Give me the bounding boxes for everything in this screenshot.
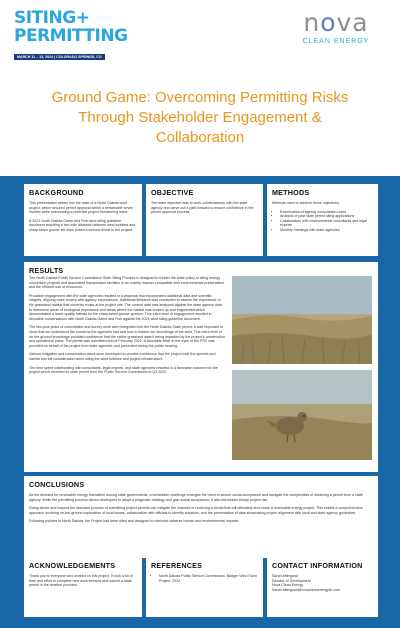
methods-section [267, 184, 378, 256]
methods-item: • Monthly meetings with state agencies [280, 228, 373, 233]
references-heading: REFERENCES [151, 561, 203, 570]
poster-title-line3: Collaboration [155, 129, 245, 146]
references-section [146, 557, 263, 617]
nova-logo [294, 10, 378, 45]
poster-title [20, 88, 380, 148]
nova-logo-n: n [303, 8, 321, 37]
results-heading: RESULTS [29, 266, 64, 275]
conclusions-heading: CONCLUSIONS [29, 480, 85, 489]
event-logo-plus: + [75, 8, 90, 28]
methods-list [272, 210, 373, 233]
results-paragraph-4: Various mitigation and conservation plans were developed to provide confidence that the project took the species and habitat into full consideration when siting the wind turbines and project infrastructure. [29, 352, 216, 361]
acknowledgements-section [24, 557, 142, 617]
conclusions-paragraph-3: Following policies in North Dakota, the Project had been sited and designed to minimize adverse human and environmental impacts. [29, 519, 240, 524]
references-list [151, 574, 258, 583]
grassland-illustration [232, 276, 372, 364]
contact-section [267, 557, 378, 617]
background-section [24, 184, 142, 256]
contact-email[interactable]: Sarah.aftergood@novacleanenergyllc.com [272, 587, 340, 592]
nova-logo-subtitle: CLEAN ENERGY [302, 38, 370, 45]
grouse-photo [232, 370, 372, 460]
event-logo [14, 8, 128, 63]
poster-title-line1: Ground Game: Overcoming Permitting Risks [51, 89, 349, 106]
results-text [29, 276, 225, 379]
grassland-photo [232, 276, 372, 364]
event-dates: MARCH 11 – 13, 2024 | COLORADO SPRINGS, CO [14, 54, 105, 60]
contact-role: Director of Development [272, 578, 311, 583]
results-paragraph-1: The North Dakota Public Service Commission State Siting Process is designed to further the state policy of siting energy conversion projects and associated transmission facilities in an orderly manner compatible with environmental preservation and the efficient use of resources. [29, 276, 225, 290]
methods-item: • Analysis of past state permit siting applications [280, 214, 373, 219]
methods-item: • Examination of agency consultation notes [280, 210, 373, 215]
background-heading: BACKGROUND [29, 188, 84, 197]
grouse-illustration [232, 370, 372, 460]
methods-item: • Collaboration with environmental consultants and legal experts [280, 219, 373, 228]
background-paragraph-1: This presentation delves into the case of a North Dakota wind project, which secured permit approval within a remarkable seven months while overcoming a potential project-threatening issue. [29, 201, 134, 215]
acknowledgements-paragraph: Thank you to everyone who worked on this project. It took a lot of time and effort to complete new work streams and submit a state permit in the timeline provided. [29, 574, 133, 588]
background-paragraph-2: A 2021 North Dakota Game and Fish wind siting guideline document requiring a two-mile distance between wind turbines and sharp-tailed grouse lek sites posed a serious threat to the project. [29, 218, 136, 232]
results-paragraph-3: The two-plus years of consultation and survey work were integrated into the North Dakota State permit. It was important to show that we understood the concerns the agencies had and how to bolster our knowledge of the area. This extra level of on-the-ground knowledge provided confidence that the native grassland wasn't being impacted by the project's construction and operational plans. The permit was submitted end of February 2022. A favorable letter in the eyes of the PSC was provided on behalf of the project from state agencies and presented during the public hearing. [29, 325, 225, 348]
contact-organization: Nova Clean Energy [272, 583, 304, 588]
objective-section [146, 184, 263, 256]
nova-logo-va: va [336, 8, 369, 37]
contact-heading: CONTACT INFORMATION [272, 561, 363, 570]
nova-logo-o: o [320, 8, 337, 37]
conclusions-paragraph-1: As the demand for renewable energy intensifies among state governments, a formidable challenge emerges the need to secure social acceptance and navigate the complexities of obtaining a permit from a state agency. While the permitting process allows developers to adopt a pragmatic strategy and gain social acceptance, it also introduces binary project risk. [29, 493, 363, 502]
event-logo-line1: SITING [14, 8, 76, 28]
header [0, 0, 400, 72]
poster-title-line2: Through Stakeholder Engagement & [78, 109, 322, 126]
methods-intro: Methods used to achieve these objectives: [272, 201, 340, 205]
reference-item: • North Dakota Public Service Commission. Badger Wind Farm Project. 2022. [159, 574, 258, 583]
methods-heading: METHODS [272, 188, 310, 197]
results-paragraph-2: Proactive engagement with the state agencies resulted in a proposal that incorporated additional data and scientific insights, aligning more closely with agency expectations. Additional fieldwork was conducted to assess the importance of the grassland habitat that currently exists at the project site. The current data was analyzed against the state agency data to determine areas of ecological importance and areas where the habitat was broken up and fragmented which demonstrated a lower quality habitat for the sharp-tailed grouse species. This extra level of engagement resulted in favorable conversations with North Dakota Game and Fish against the 2021 wind siting guideline document. [29, 293, 222, 321]
objective-heading: OBJECTIVE [151, 188, 194, 197]
objective-paragraph: The team objective was to work collaboratively with the state agency and carve out a path forward to ensure confidence in the permit approval process. [151, 201, 254, 215]
conclusions-section [24, 476, 378, 558]
results-paragraph-5: The time spent collaborating with consultants, legal experts, and state agencies resulted in a favorable outcome for the project which received its state permit from the Public Service Commission in Q4 2022. [29, 365, 218, 375]
event-logo-line2: PERMITTING [14, 26, 128, 46]
contact-name: Sarah Aftergood [272, 574, 298, 578]
results-section [24, 262, 378, 472]
acknowledgements-heading: ACKNOWLEDGEMENTS [29, 561, 116, 570]
conclusions-paragraph-2: Going above and beyond the standard process of submitting project permits can mitigate the chances of receiving a denial that will ultimately shut down a renewable energy project. This entails a comprehensive approach involving on-the-ground exploration of local issues, collaboration with officials to identify solutions, and the presentation of data showcasing project alignment with local and state agency guidelines. [29, 506, 363, 515]
